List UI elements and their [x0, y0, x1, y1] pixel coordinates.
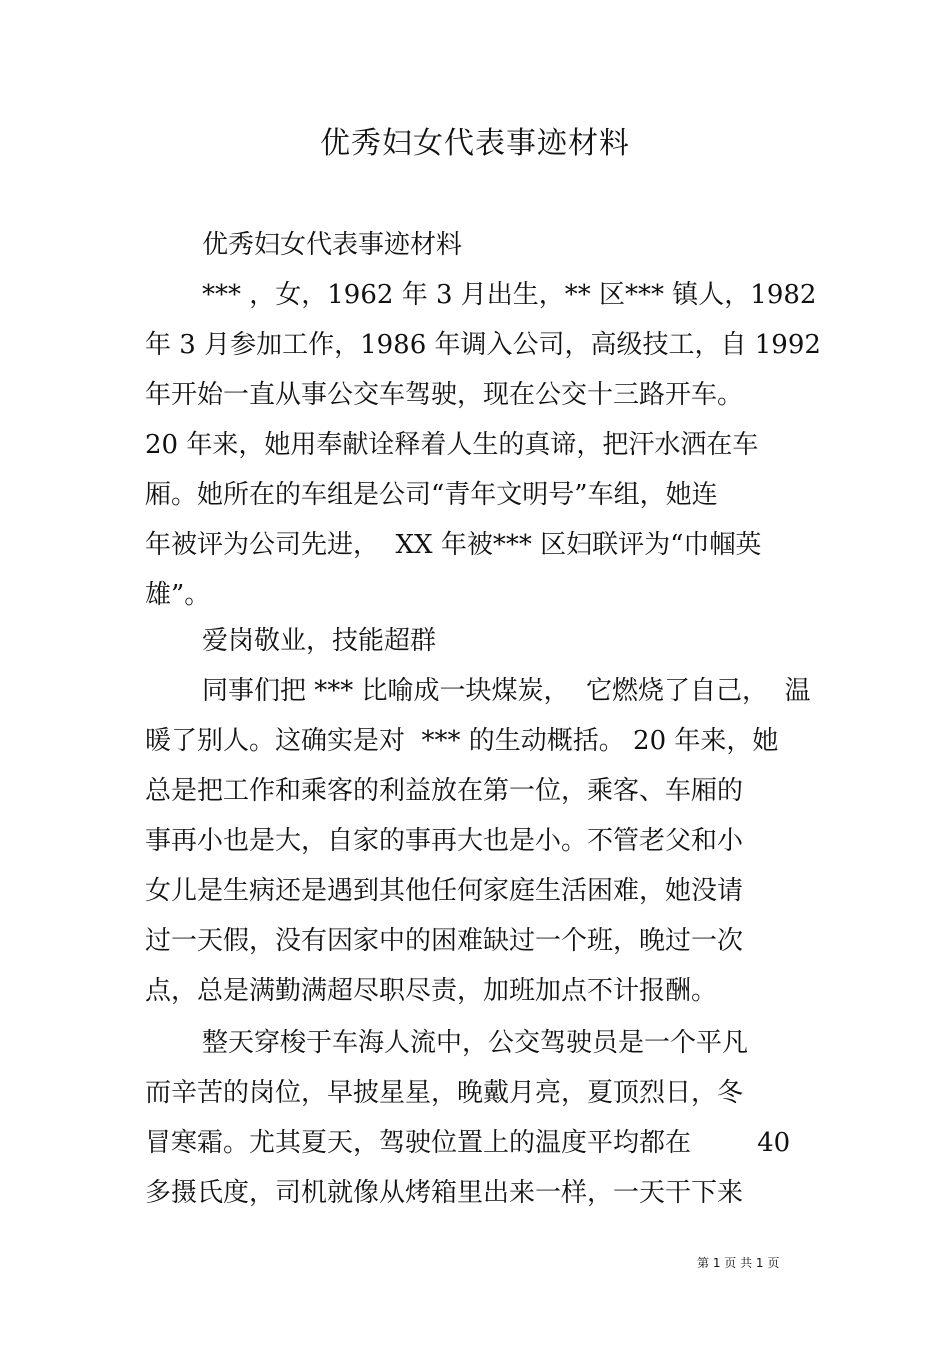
page-footer: 第 1 页 共 1 页 — [697, 1256, 780, 1270]
body-line: 事再小也是大，自家的事再大也是小。不管老父和小 — [145, 826, 744, 856]
body-line: 年开始一直从事公交车驾驶，现在公交十三路开车。 — [145, 380, 744, 410]
body-line: 同事们把 *** 比喻成一块煤炭， 它燃烧了自己， 温 — [202, 676, 811, 706]
body-line: 暖了别人。这确实是对 *** 的生动概括。 20 年来，她 — [145, 726, 779, 756]
document-title: 优秀妇女代表事迹材料 — [320, 126, 630, 161]
body-line: 20 年来，她用奉献诠释着人生的真谛，把汗水洒在车 — [145, 430, 759, 460]
body-line: 雄”。 — [145, 580, 211, 610]
body-line: 年 3 月参加工作，1986 年调入公司，高级技工，自 1992 — [145, 330, 821, 360]
body-line: 冒寒霜。尤其夏天，驾驶位置上的温度平均都在 40 — [145, 1128, 791, 1158]
body-line: 整天穿梭于车海人流中，公交驾驶员是一个平凡 — [202, 1028, 749, 1058]
body-line: *** ，女，1962 年 3 月出生，** 区*** 镇人，1982 — [202, 280, 817, 310]
body-line: 多摄氏度，司机就像从烤箱里出来一样，一天干下来 — [145, 1178, 744, 1208]
body-line: 年被评为公司先进， XX 年被*** 区妇联评为“巾帼英 — [145, 530, 762, 560]
body-line: 点，总是满勤满超尽职尽责，加班加点不计报酬。 — [145, 976, 718, 1006]
body-line: 厢。她所在的车组是公司“青年文明号”车组，她连 — [145, 480, 718, 510]
body-line: 爱岗敬业，技能超群 — [202, 626, 437, 656]
body-line: 女儿是生病还是遇到其他任何家庭生活困难，她没请 — [145, 876, 744, 906]
body-line: 过一天假，没有因家中的困难缺过一个班，晚过一次 — [145, 926, 744, 956]
body-line: 优秀妇女代表事迹材料 — [202, 230, 463, 260]
body-line: 总是把工作和乘客的利益放在第一位，乘客、车厢的 — [145, 776, 744, 806]
body-line: 而辛苦的岗位，早披星星，晚戴月亮，夏顶烈日，冬 — [145, 1078, 744, 1108]
